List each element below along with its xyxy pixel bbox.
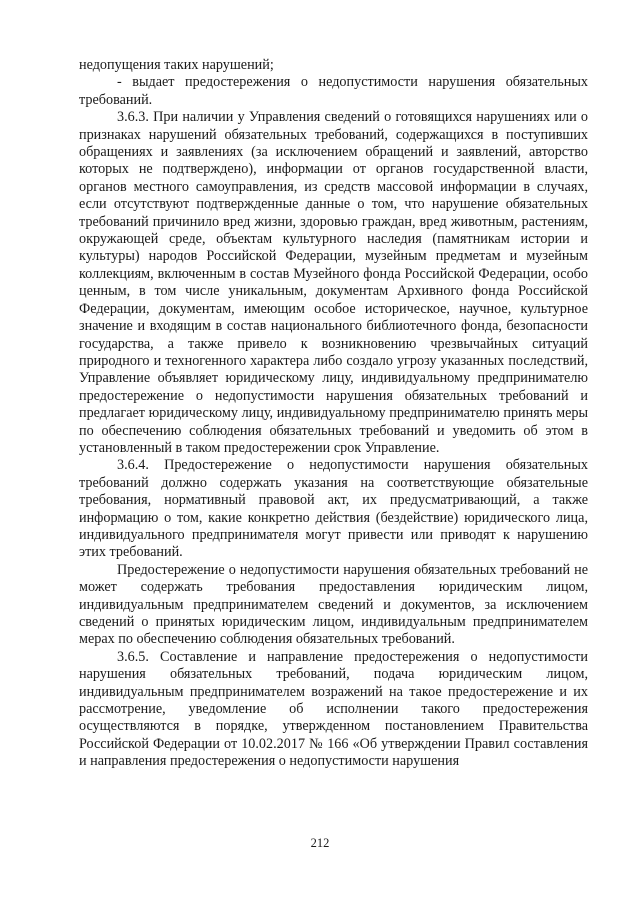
paragraph-continuation: недопущения таких нарушений; xyxy=(79,57,274,73)
paragraph-list-item: - выдает предостережения о недопустимости нарушения обязательных требований. xyxy=(79,74,588,108)
paragraph-warning-restriction: Предостережение о недопустимости нарушения обязательных требований не может содержать требования предоставления юридическим лицом, индивидуальным предпринимателем сведений и документов, за исключением сведений о принятых юридическим лицом, индивидуальным предпринимателем мерах по обеспечению соблюдения обязательных требований. xyxy=(79,561,588,648)
paragraph-section-3-6-3: 3.6.3. При наличии у Управления сведений о готовящихся нарушениях или о признаках нарушений обязательных требований, содержащихся в поступивших обращениях и заявлениях (за исключением обращений и заявлений, авторство которых не подтверждено), информации от органов государственной власти, органов местного самоуправления, из средств массовой информации в случаях, если отсутствуют подтвержденные данные о том, что нарушение обязательных требований причинило вред жизни, здоровью граждан, вред животным, растениям, окружающей среде, объектам культурного наследия (памятникам истории и культуры) народов Российской Федерации, музейным предметам и музейным коллекциям, включенным в состав Музейного фонда Российской Федерации, особо ценным, в том числе уникальным, документам Архивного фонда Российской Федерации, документам, имеющим особое историческое, научное, культурное значение и входящим в состав национального библиотечного фонда, безопасности государства, а также привело к возникновению чрезвычайных ситуаций природного и техногенного характера либо создало угрозу указанных последствий, Управление объявляет юридическому лицу, индивидуальному предпринимателю предостережение о недопустимости нарушения обязательных требований и предлагает юридическому лицу, индивидуальному предпринимателю принять меры по обеспечению соблюдения обязательных требований и уведомить об этом в установленный в таком предостережении срок Управление. xyxy=(79,109,588,456)
document-body xyxy=(79,57,588,771)
page-number: 212 xyxy=(310,836,330,850)
paragraph-section-3-6-4: 3.6.4. Предостережение о недопустимости нарушения обязательных требований должно содержать указания на соответствующие обязательные требования, нормативный правовой акт, их предусматривающий, а также информацию о том, какие конкретно действия (бездействие) юридического лица, индивидуального предпринимателя могут привести или приводят к нарушению этих требований. xyxy=(79,457,588,561)
paragraph-section-3-6-5: 3.6.5. Составление и направление предостережения о недопустимости нарушения обязательных требований, подача юридическим лицом, индивидуальным предпринимателем возражений на такое предостережение и их рассмотрение, уведомление об исполнении такого предостережения осуществляются в порядке, утвержденном постановлением Правительства Российской Федерации от 10.02.2017 № 166 «Об утверждении Правил составления и направления предостережения о недопустимости нарушения xyxy=(79,648,588,770)
